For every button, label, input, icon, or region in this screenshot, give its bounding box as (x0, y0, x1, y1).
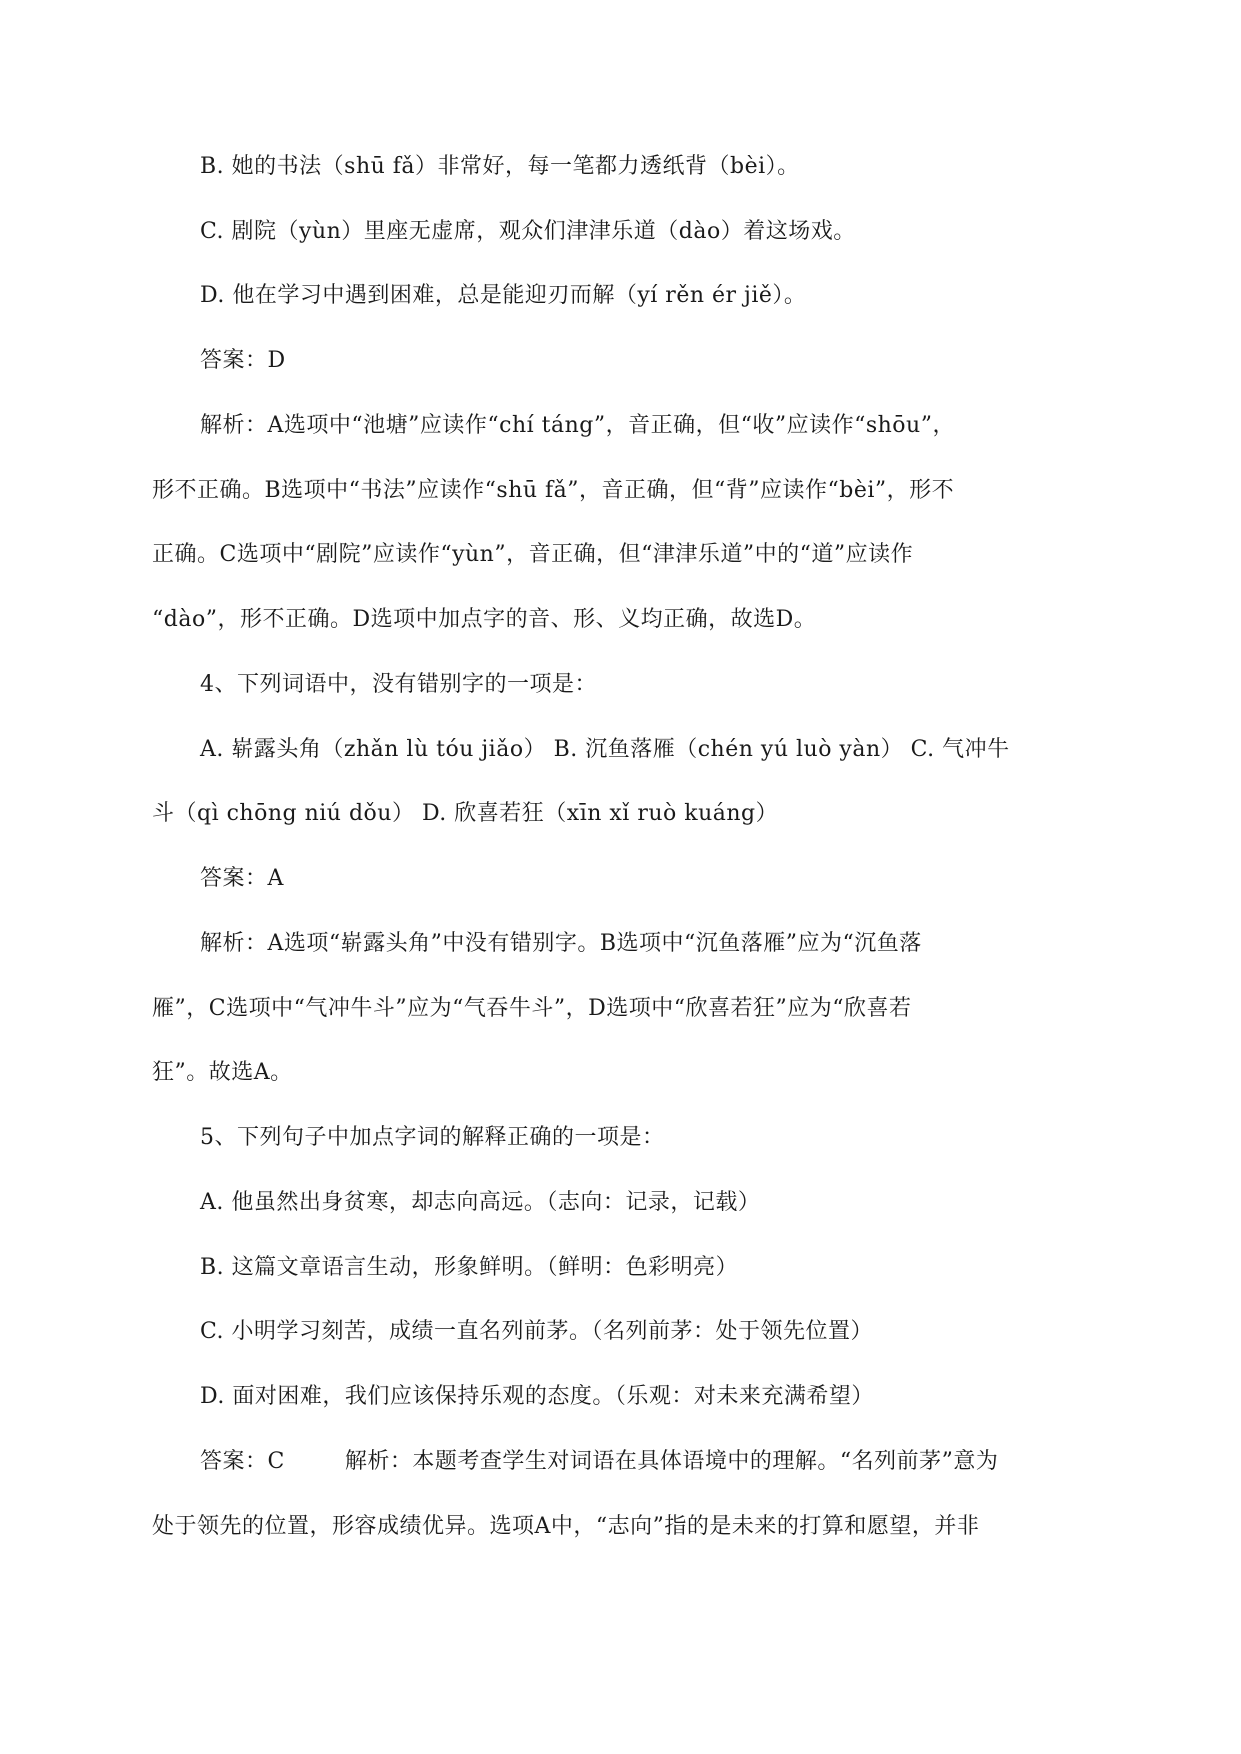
q5-answer-analysis (200, 1447, 1092, 1477)
q4-question: 4、下列词语中，没有错别字的一项是： (200, 672, 597, 697)
q5-option-b: B. 这篇文章语言生动，形象鲜明。（鲜明：色彩明亮） (200, 1255, 739, 1280)
q5-analysis-line: 处于领先的位置，形容成绩优异。选项A中，“志向”指的是未来的打算和愿望，并非 (152, 1514, 980, 1539)
q3-analysis-line: 解析：A选项中“池塘”应读作“chí táng”，音正确，但“收”应读作“shōu”， (200, 413, 955, 438)
q4-options-line: A. 崭露头角（zhǎn lù tóu jiǎo） B. 沉鱼落雁（chén yú luò yàn） C. 气冲牛 (200, 737, 1010, 762)
q4-analysis-line: 狂”。故选A。 (152, 1060, 293, 1085)
q3-option-d: D. 他在学习中遇到困难，总是能迎刃而解（yí rěn ér jiě）。 (200, 283, 807, 308)
q4-answer: 答案：A (200, 866, 284, 891)
q5-question: 5、下列句子中加点字词的解释正确的一项是： (200, 1125, 665, 1150)
q5-analysis-first: 解析：本题考查学生对词语在具体语境中的理解。“名列前茅”意为 (344, 1449, 999, 1474)
q5-option-d: D. 面对困难，我们应该保持乐观的态度。（乐观：对未来充满希望） (200, 1384, 874, 1409)
q3-analysis-line: 形不正确。B选项中“书法”应读作“shū fǎ”，音正确，但“背”应读作“bèi”，形不 (152, 478, 955, 503)
q4-options-line: 斗（qì chōng niú dǒu） D. 欣喜若狂（xīn xǐ ruò kuáng） (152, 801, 779, 826)
q3-analysis-line: 正确。C选项中“剧院”应读作“yùn”，音正确，但“津津乐道”中的“道”应读作 (152, 542, 914, 567)
q3-analysis-line: “dào”，形不正确。D选项中加点字的音、形、义均正确，故选D。 (152, 607, 817, 632)
q3-option-c: C. 剧院（yùn）里座无虚席，观众们津津乐道（dào）着这场戏。 (200, 219, 856, 244)
q4-analysis-line: 雁”，C选项中“气冲牛斗”应为“气吞牛斗”，D选项中“欣喜若狂”应为“欣喜若 (152, 996, 912, 1021)
q5-option-c: C. 小明学习刻苦，成绩一直名列前茅。（名列前茅：处于领先位置） (200, 1319, 874, 1344)
q3-answer: 答案：D (200, 348, 286, 373)
q5-option-a: A. 他虽然出身贫寒，却志向高远。（志向：记录，记载） (200, 1190, 761, 1215)
q3-option-b: B. 她的书法（shū fǎ）非常好，每一笔都力透纸背（bèi）。 (200, 154, 800, 179)
q5-answer: 答案：C (200, 1449, 285, 1474)
q4-analysis-line: 解析：A选项“崭露头角”中没有错别字。B选项中“沉鱼落雁”应为“沉鱼落 (200, 931, 922, 956)
